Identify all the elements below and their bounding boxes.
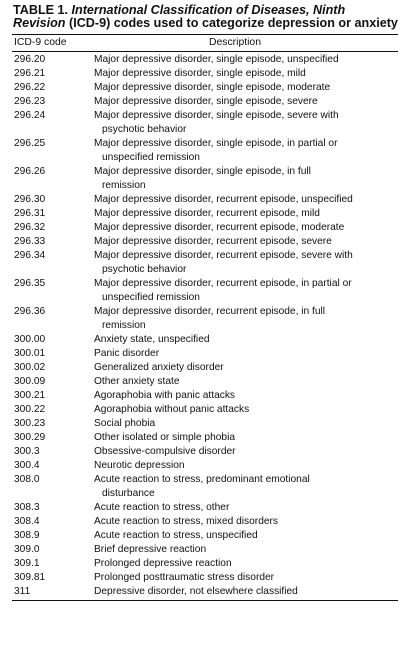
table-row	[12, 53, 398, 67]
icd9-code-cell: 296.36	[14, 306, 46, 317]
description-cell	[94, 235, 398, 249]
description-text: Other isolated or simple phobia	[94, 432, 236, 443]
icd9-code-cell: 300.21	[14, 390, 46, 401]
description-cell	[94, 305, 398, 333]
table-row	[12, 389, 398, 403]
table-row	[12, 417, 398, 431]
description-text: Brief depressive reaction	[94, 544, 207, 555]
description-text: Major depressive disorder, recurrent episode, in full	[94, 306, 326, 317]
description-text: Other anxiety state	[94, 376, 180, 387]
table-body	[12, 52, 398, 600]
table-row	[12, 375, 398, 389]
icd9-code-cell: 296.22	[14, 82, 46, 93]
description-cell	[94, 571, 398, 585]
icd9-code-cell: 309.0	[14, 544, 40, 555]
description-continuation: remission	[102, 180, 146, 191]
description-text: Major depressive disorder, single episode, mild	[94, 68, 306, 79]
table-row	[12, 445, 398, 459]
description-cell	[94, 221, 398, 235]
description-text: Major depressive disorder, single episode, unspecified	[94, 54, 339, 65]
description-continuation: unspecified remission	[102, 152, 200, 163]
table-row	[12, 67, 398, 81]
table-row	[12, 557, 398, 571]
table-row	[12, 109, 398, 137]
description-cell	[94, 137, 398, 165]
icd9-code-cell: 296.24	[14, 110, 46, 121]
table-row	[12, 529, 398, 543]
icd9-code-cell: 309.81	[14, 572, 46, 583]
description-cell	[94, 165, 398, 193]
description-cell	[94, 333, 398, 347]
table-row	[12, 459, 398, 473]
table-row	[12, 543, 398, 557]
table-row	[12, 431, 398, 445]
description-text: Neurotic depression	[94, 460, 185, 471]
description-cell	[94, 375, 398, 389]
description-cell	[94, 445, 398, 459]
description-cell	[94, 53, 398, 67]
table-row	[12, 515, 398, 529]
table-row	[12, 361, 398, 375]
description-continuation: psychotic behavior	[102, 264, 187, 275]
header-code: ICD-9 code	[14, 37, 67, 48]
description-cell	[94, 67, 398, 81]
description-continuation: remission	[102, 320, 146, 331]
description-text: Major depressive disorder, single episode, severe	[94, 96, 318, 107]
icd9-code-cell: 296.26	[14, 166, 46, 177]
icd9-code-cell: 296.33	[14, 236, 46, 247]
description-cell	[94, 431, 398, 445]
table-row	[12, 249, 398, 277]
icd9-code-cell: 300.02	[14, 362, 46, 373]
table-row	[12, 277, 398, 305]
description-text: Major depressive disorder, recurrent episode, moderate	[94, 222, 345, 233]
icd9-code-cell: 311	[14, 586, 31, 597]
description-text: Acute reaction to stress, unspecified	[94, 530, 258, 541]
description-text: Anxiety state, unspecified	[94, 334, 210, 345]
description-cell	[94, 109, 398, 137]
description-cell	[94, 81, 398, 95]
table-title-italic: International Classification of Diseases, Ninth Revision	[13, 3, 346, 30]
icd9-code-cell: 296.21	[14, 68, 46, 79]
icd9-code-cell: 296.34	[14, 250, 46, 261]
table-row	[12, 137, 398, 165]
description-text: Acute reaction to stress, other	[94, 502, 230, 513]
description-text: Major depressive disorder, single episode, severe with	[94, 110, 339, 121]
description-text: Major depressive disorder, recurrent episode, unspecified	[94, 194, 353, 205]
table-title-rest: (ICD-9) codes used to categorize depression or anxiety	[69, 16, 398, 30]
description-text: Prolonged depressive reaction	[94, 558, 232, 569]
table-row	[12, 585, 398, 599]
table-row	[12, 193, 398, 207]
icd9-code-cell: 300.3	[14, 446, 40, 457]
description-cell	[94, 585, 398, 599]
bottom-rule	[12, 600, 398, 601]
table-row	[12, 165, 398, 193]
description-cell	[94, 417, 398, 431]
description-cell	[94, 193, 398, 207]
description-continuation: disturbance	[102, 488, 155, 499]
description-cell	[94, 557, 398, 571]
description-text: Panic disorder	[94, 348, 160, 359]
description-text: Generalized anxiety disorder	[94, 362, 224, 373]
description-cell	[94, 529, 398, 543]
table-row	[12, 95, 398, 109]
table-row	[12, 501, 398, 515]
table-row	[12, 235, 398, 249]
description-cell	[94, 389, 398, 403]
description-cell	[94, 501, 398, 515]
description-cell	[94, 403, 398, 417]
description-cell	[94, 459, 398, 473]
description-cell	[94, 361, 398, 375]
description-cell	[94, 249, 398, 277]
description-text: Major depressive disorder, single episode, in full	[94, 166, 311, 177]
icd9-code-cell: 296.20	[14, 54, 46, 65]
icd9-code-cell: 308.0	[14, 474, 40, 485]
description-text: Prolonged posttraumatic stress disorder	[94, 572, 275, 583]
description-cell	[94, 277, 398, 305]
description-cell	[94, 207, 398, 221]
description-text: Acute reaction to stress, mixed disorders	[94, 516, 279, 527]
icd9-code-cell: 300.01	[14, 348, 46, 359]
icd9-code-cell: 308.4	[14, 516, 40, 527]
description-text: Major depressive disorder, single episode, in partial or	[94, 138, 338, 149]
table-row	[12, 347, 398, 361]
icd9-code-cell: 300.09	[14, 376, 46, 387]
icd9-code-cell: 308.3	[14, 502, 40, 513]
icd9-code-cell: 296.23	[14, 96, 46, 107]
description-text: Major depressive disorder, recurrent episode, mild	[94, 208, 320, 219]
table-row	[12, 207, 398, 221]
description-text: Major depressive disorder, single episode, moderate	[94, 82, 331, 93]
icd9-code-cell: 296.31	[14, 208, 46, 219]
icd9-code-cell: 308.9	[14, 530, 40, 541]
table-row	[12, 305, 398, 333]
icd9-code-cell: 300.22	[14, 404, 46, 415]
icd9-code-cell: 300.00	[14, 334, 46, 345]
table-label: TABLE 1.	[13, 3, 69, 17]
table-row	[12, 473, 398, 501]
description-cell	[94, 543, 398, 557]
description-text: Social phobia	[94, 418, 156, 429]
icd9-code-cell: 296.35	[14, 278, 46, 289]
description-text: Acute reaction to stress, predominant emotional	[94, 474, 310, 485]
icd9-code-cell: 300.23	[14, 418, 46, 429]
description-text: Major depressive disorder, recurrent episode, in partial or	[94, 278, 352, 289]
description-continuation: unspecified remission	[102, 292, 200, 303]
icd9-code-cell: 296.32	[14, 222, 46, 233]
description-cell	[94, 473, 398, 501]
table-row	[12, 571, 398, 585]
description-text: Agoraphobia without panic attacks	[94, 404, 250, 415]
icd9-code-cell: 296.30	[14, 194, 46, 205]
description-cell	[94, 95, 398, 109]
icd9-code-cell: 309.1	[14, 558, 40, 569]
description-text: Major depressive disorder, recurrent episode, severe with	[94, 250, 353, 261]
icd9-code-cell: 300.29	[14, 432, 46, 443]
table-caption	[13, 4, 398, 30]
icd9-code-cell: 300.4	[14, 460, 40, 471]
description-text: Agoraphobia with panic attacks	[94, 390, 236, 401]
table-row	[12, 333, 398, 347]
table-row	[12, 403, 398, 417]
description-text: Depressive disorder, not elsewhere classified	[94, 586, 298, 597]
description-continuation: psychotic behavior	[102, 124, 187, 135]
table-row	[12, 221, 398, 235]
icd9-code-cell: 296.25	[14, 138, 46, 149]
description-text: Major depressive disorder, recurrent episode, severe	[94, 236, 332, 247]
header-description: Description	[209, 37, 261, 48]
description-cell	[94, 515, 398, 529]
description-text: Obsessive-compulsive disorder	[94, 446, 236, 457]
table-row	[12, 81, 398, 95]
description-cell	[94, 347, 398, 361]
table-header	[12, 35, 398, 51]
